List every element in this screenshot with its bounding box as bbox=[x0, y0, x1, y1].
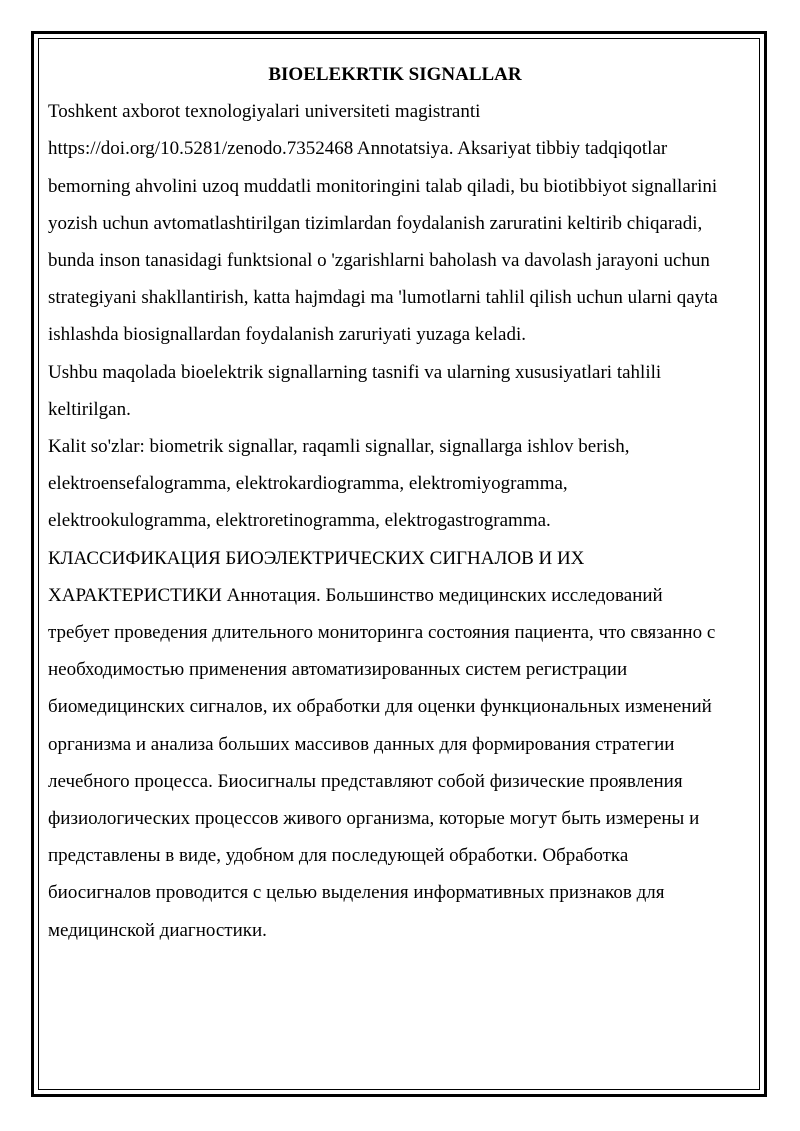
paragraph-author-annotation: Toshkent axborot texnologiyalari universiteti magistranti https://doi.org/10.5281/zenodo.7352468 Annotatsiya. Aksariyat tibbiy tadqiqotlar bemorning ahvolini uzoq muddatli monitoringini talab qiladi, bu biotibbiyot signallarini yozish uchun avtomatlashtirilgan tizimlardan foydalanish zaruratini keltirib chiqaradi, bunda inson tanasidagi funktsional o 'zgarishlarni baholash va davolash jarayoni uchun strategiyani shakllantirish, katta hajmdagi ma 'lumotlarni tahlil qilish uchun ularni qayta ishlashda biosignallardan foydalanish zaruriyati yuzaga keladi. bbox=[48, 101, 718, 346]
paragraph-russian-annotation: КЛАССИФИКАЦИЯ БИОЭЛЕКТРИЧЕСКИХ СИГНАЛОВ И ИХ ХАРАКТЕРИСТИКИ Аннотация. Большинство медицинских исследований требует проведения длительного мониторинга состояния пациента, что связанно с необходимостью применения автоматизированных систем регистрации биомедицинских сигналов, их обработки для оценки функциональных изменений организма и анализа больших массивов данных для формирования стратегии лечебного процесса. Биосигналы представляют собой физические проявления физиологических процессов живого организма, которые могут быть измерены и представлены в виде, удобном для последующей обработки. Обработка биосигналов проводится с целью выделения информативных признаков для медицинской диагностики. bbox=[48, 547, 716, 941]
paragraph-summary: Ushbu maqolada bioelektrik signallarning tasnifi va ularning xususiyatlari tahlili keltirilgan. bbox=[48, 361, 662, 420]
paragraph-keywords: Kalit so'zlar: biometrik signallar, raqamli signallar, signallarga ishlov berish, elektroensefalogramma, elektrokardiogramma, elektromiyogramma, elektrookulogramma, elektroretinogramma, elektrogastrogramma. bbox=[48, 436, 630, 532]
document-body bbox=[48, 56, 728, 949]
document-title: BIOELEKRTIK SIGNALLAR bbox=[268, 64, 522, 85]
